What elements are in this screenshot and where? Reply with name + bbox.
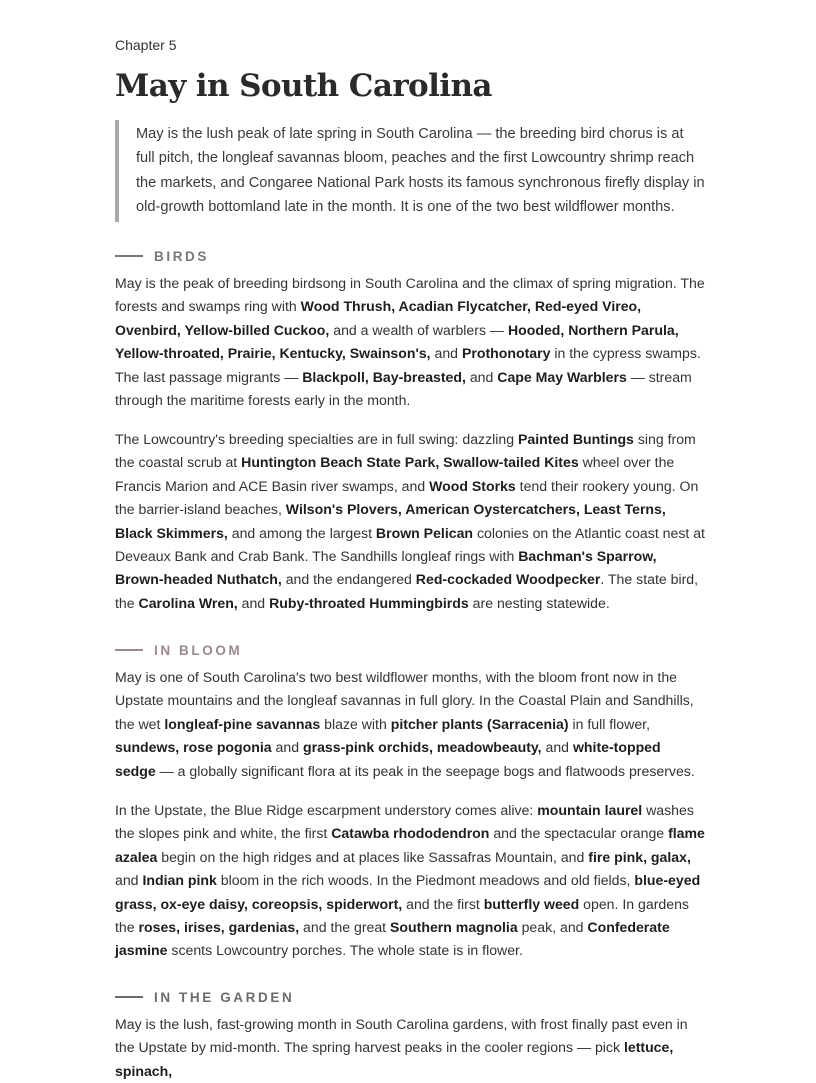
text-run: May is one of South Carolina's two best wildflower months, with the bloom front now in the Upstate mountains and the longleaf savannas in full glory. In the Coastal Plain and Sandhills, the wet <box>115 669 694 732</box>
text-run: and <box>465 368 498 385</box>
bold-term: white-topped sedge <box>115 739 661 779</box>
bold-term: Prothonotary <box>461 345 551 362</box>
heading-rule <box>115 996 143 998</box>
bold-term: Brown Pelican <box>375 524 474 541</box>
section-label: IN BLOOM <box>154 642 243 658</box>
text-run: open. In gardens the <box>115 895 689 936</box>
chapter-label: Chapter 5 <box>115 37 177 53</box>
paragraph <box>115 799 705 963</box>
text-run: and the great <box>299 919 391 936</box>
text-run: peak, and <box>517 919 588 936</box>
text-run: washes the slopes pink and white, the first <box>115 802 694 842</box>
intro-blockquote: May is the lush peak of late spring in South Carolina — the breeding bird chorus is at full pitch, the longleaf savannas bloom, peaches and the first Lowcountry shrimp reach the markets, and Congaree National Park hosts its famous synchronous firefly display in old-growth bottomland late in the month. It is one of the two best wildflower months. <box>115 120 705 222</box>
text-run: May is the peak of breeding birdsong in South Carolina and the climax of spring migration. The forests and swamps ring with <box>115 275 705 315</box>
text-run: and <box>430 345 462 362</box>
bold-term: Wood Storks <box>429 477 516 494</box>
section-label: BIRDS <box>154 248 210 264</box>
text-run: . The state bird, the <box>115 571 699 611</box>
section-label: IN THE GARDEN <box>154 989 295 1005</box>
text-run: tend their rookery young. On the barrier-island beaches, <box>115 477 699 518</box>
paragraph <box>115 666 705 783</box>
bold-term: sundews, rose pogonia <box>115 739 272 756</box>
text-run: In the Upstate, the Blue Ridge escarpment understory comes alive: <box>115 802 538 818</box>
text-run: in the cypress swamps. The last passage migrants — <box>115 345 701 385</box>
text-run: wheel over the Francis Marion and ACE Basin river swamps, and <box>115 454 675 494</box>
bold-term: Confederate jasmine <box>115 919 670 959</box>
text-run: — stream through the maritime forests early in the month. <box>115 368 692 409</box>
text-run: colonies on the Atlantic coast nest at Deveaux Bank and Crab Bank. The Sandhills longleaf rings with <box>115 524 705 565</box>
bold-term: flame azalea <box>115 825 705 865</box>
bold-term: Hooded, Northern Parula, Yellow-throated, Prairie, Kentucky, Swainson's, <box>115 321 679 362</box>
text-run: blaze with <box>320 715 391 732</box>
paragraph <box>115 428 705 615</box>
text-run: and the spectacular orange <box>489 825 669 842</box>
text-run: and the endangered <box>281 571 416 588</box>
bold-term: mountain laurel <box>537 802 643 818</box>
text-run: in full flower, <box>568 715 650 732</box>
text-run: and a wealth of warblers — <box>329 321 508 338</box>
bold-term: Huntington Beach State Park, Swallow-tailed Kites <box>241 454 579 471</box>
text-run: and <box>541 739 573 756</box>
text-run: are nesting statewide. <box>468 594 610 611</box>
bold-term: Catawba rhododendron <box>331 825 490 842</box>
text-run: May is the lush, fast-growing month in South Carolina gardens, with frost finally past even in the Upstate by mid-month. The spring harvest peaks in the cooler regions — pick <box>115 1016 688 1056</box>
heading-rule <box>115 649 143 651</box>
text-run: and <box>115 872 143 889</box>
section-heading-in-bloom <box>115 641 242 659</box>
text-run: and the first <box>402 895 484 912</box>
bold-term: roses, irises, gardenias, <box>138 919 300 936</box>
section-heading-birds <box>115 247 209 265</box>
bold-term: Wilson's Plovers, American Oystercatchers, Least Terns, Black Skimmers, <box>115 501 666 541</box>
bold-term: longleaf-pine savannas <box>164 715 321 732</box>
text-run: and among the largest <box>227 524 376 541</box>
bold-term: Southern magnolia <box>390 919 518 936</box>
text-run: bloom in the rich woods. In the Piedmont meadows and old fields, <box>216 872 635 889</box>
bold-term: butterfly weed <box>483 895 580 912</box>
text-run: scents Lowcountry porches. The whole state is in flower. <box>167 942 523 959</box>
bold-term: pitcher plants (Sarracenia) <box>390 715 569 732</box>
heading-rule <box>115 255 143 257</box>
text-run: — a globally significant flora at its peak in the seepage bogs and flatwoods preserves. <box>155 762 695 779</box>
bold-term: Indian pink <box>142 872 217 889</box>
bold-term: Wood Thrush, Acadian Flycatcher, Red-eyed Vireo, Ovenbird, Yellow-billed Cuckoo, <box>115 298 642 338</box>
bold-term: grass-pink orchids, meadowbeauty, <box>302 739 542 756</box>
bold-term: Bachman's Sparrow, Brown-headed Nuthatch, <box>115 548 657 588</box>
text-run: and <box>237 594 270 611</box>
bold-term: Cape May Warblers <box>497 368 627 385</box>
page-title: May in South Carolina <box>115 68 492 104</box>
text-run: sing from the coastal scrub at <box>115 431 696 471</box>
text-run: and <box>271 739 303 756</box>
paragraph <box>115 272 705 412</box>
text-run: The Lowcountry's breeding specialties are in full swing: dazzling <box>115 431 519 447</box>
bold-term: lettuce, spinach, <box>115 1039 674 1079</box>
section-heading-in-the-garden <box>115 988 294 1006</box>
bold-term: blue-eyed grass, ox-eye daisy, coreopsis, spiderwort, <box>115 872 701 912</box>
bold-term: Painted Buntings <box>518 431 634 447</box>
text-run: begin on the high ridges and at places like Sassafras Mountain, and <box>157 848 589 865</box>
bold-term: Red-cockaded Woodpecker <box>415 571 601 588</box>
bold-term: Carolina Wren, <box>138 594 238 611</box>
bold-term: Ruby-throated Hummingbirds <box>269 594 469 611</box>
paragraph <box>115 1013 705 1083</box>
bold-term: Blackpoll, Bay-breasted, <box>302 368 466 385</box>
bold-term: fire pink, galax, <box>588 848 691 865</box>
